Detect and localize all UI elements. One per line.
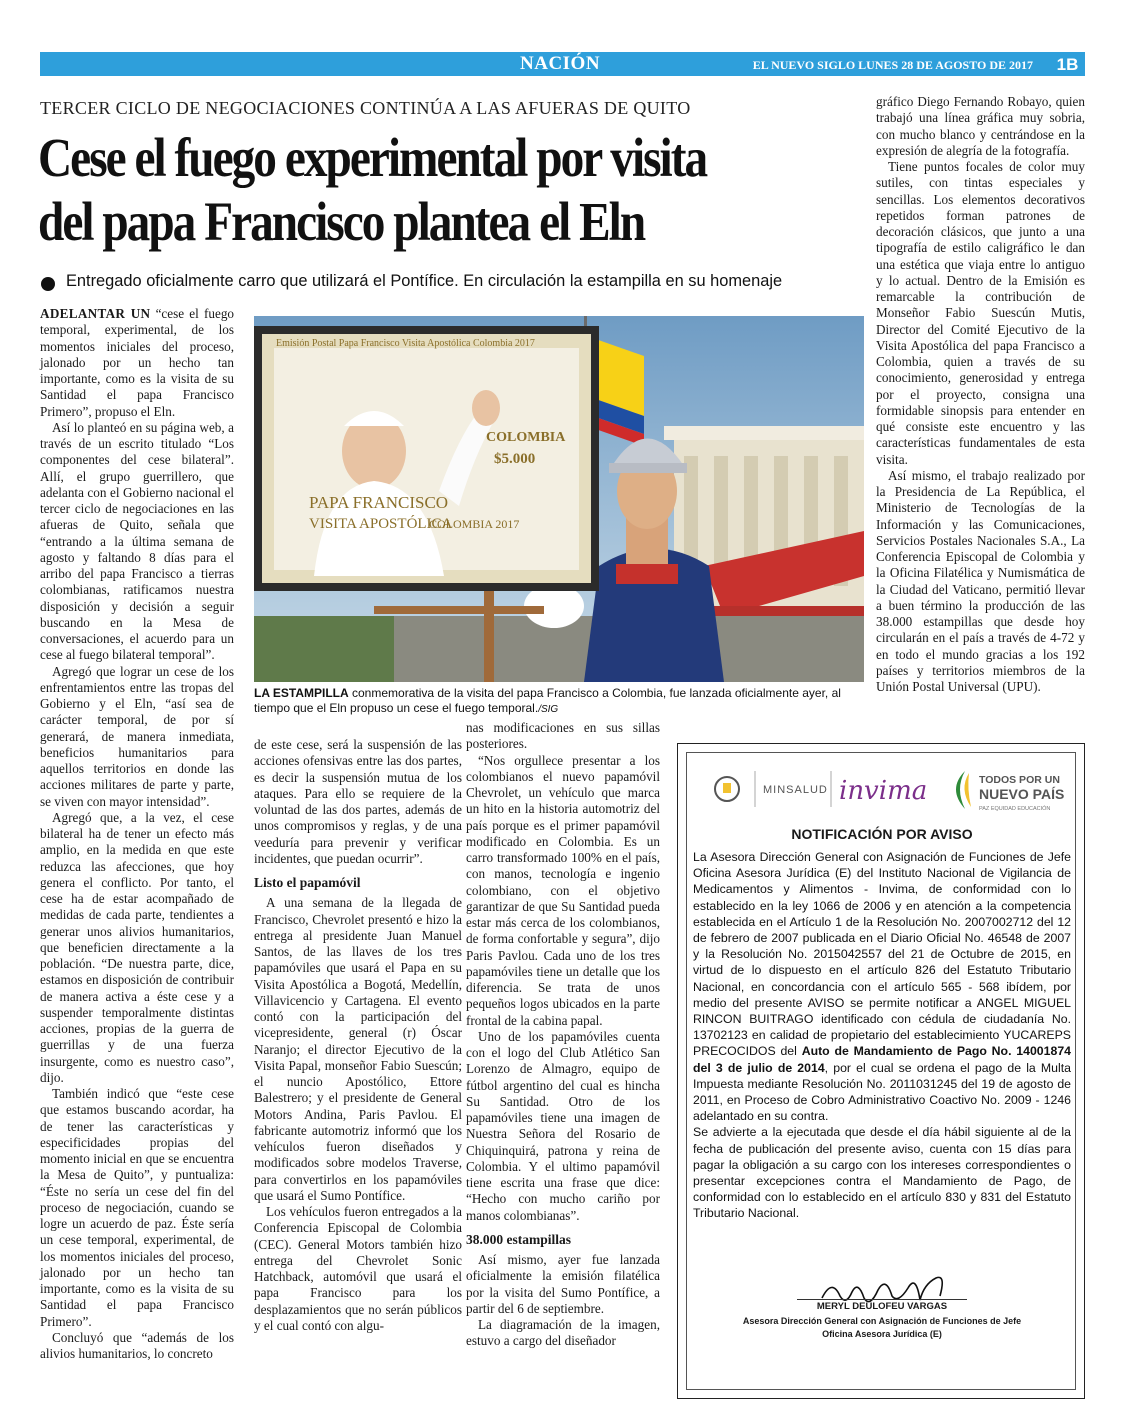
paragraph: Agregó que, a la vez, el cese bilateral ha de tener un efecto más amplio, en la medida en que este reduzca las afecciones, que hoy genera el conflicto. Por tanto, el cese ha de estar acompañado de medidas de cada parte, tendientes a generar unos alivios humanitarios, que beneficien directamente a la población. “De nuestra parte, dice, estamos en disposición de contribuir de manera activa a éste cese y a suspender temporalmente distintas acciones, propias de la guerra de guerrillas y de una fuerza insurgente, como es nuestro caso”, dijo. bbox=[40, 809, 234, 1085]
logo-todos-line-2: NUEVO PAÍS bbox=[979, 786, 1065, 802]
paragraph: gráfico Diego Fernando Robayo, quien trabajó una línea gráfica muy sobria, con mucho blanco y centrándose en la expresión de alegría de la fotografía. bbox=[876, 94, 1085, 158]
stamp-value: $5.000 bbox=[494, 451, 536, 467]
photo-caption: LA ESTAMPILLA conmemorativa de la visita del papa Francisco a Colombia, fue lanzada oficialmente ayer, al tiempo que el Eln propuso un cese el fuego temporal./SIG bbox=[254, 686, 841, 715]
section-name: NACIÓN bbox=[520, 53, 601, 74]
notice-logos bbox=[697, 761, 1067, 819]
logo-todos-line-1: TODOS POR UN bbox=[979, 774, 1060, 786]
subhead: 38.000 estampillas bbox=[466, 1231, 572, 1247]
logo-todos-line-3: PAZ EQUIDAD EDUCACIÓN bbox=[979, 806, 1051, 812]
paragraph: ADELANTAR UN “cese el fuego temporal, experimental, de los momentos iniciales del proceso, jalonado por un hecho tan importante, como es la visita de su Santidad el papa Francisco Primero”, propuso el Eln. bbox=[40, 306, 235, 419]
stamp-line-2: VISITA APOSTÓLICA bbox=[309, 516, 453, 532]
paragraph: Así lo planteó en su página web, a través de un escrito titulado “Los componentes del cese bilateral”. Allí, el grupo guerrillero, que adelanta con el Gobierno nacional el tercer ciclo de negociaciones en las afueras de Quito, señala que “entrando a la última semana de agosto y faltando 8 días para el arribo del papa Francisco a tierras colombianas, ratificamos nuestra disposición y decisión a seguir buscando en la Mesa de conversaciones, el acuerdo para un cese al fuego bilateral temporal”. bbox=[40, 419, 234, 663]
stamp-header: Emisión Postal Papa Francisco Visita Apostólica Colombia 2017 bbox=[276, 338, 535, 349]
paragraph: Así mismo, el trabajo realizado por la Presidencia de La República, el Ministerio de Tecnologías de la Información y las Comunicaciones, Servicios Postales Nacionales S.A., La Conferencia Episcopal de Colombia y la Oficina Filatélica y Numismática de la Ciudad del Vaticano, permitió llevar a buen término la producción de las 38.000 estampillas que desde hoy circularán en el país a través de 4-72 y en todo el mundo gracias a los 192 países y territorios miembros de la Unión Postal Universal (UPU). bbox=[876, 467, 1085, 694]
stamp-country: COLOMBIA bbox=[486, 430, 566, 445]
notice-paragraph: Se advierte a la ejecutada que desde el día hábil siguiente al de la fecha de publicación del presente aviso, cuenta con 15 días para pagar la obligación a su cargo con los intereses correspondientes o presentar excepciones contra el Mandamiento de Pago, de conformidad con lo establecido en el artículo 830 y 831 del Estatuto Tributario Nacional. bbox=[693, 1125, 1071, 1221]
notice-body bbox=[693, 849, 1071, 1222]
paragraph: de este cese, será la suspensión de las acciones ofensivas entre las dos partes, es decir la suspensión mutua de los ataques. Para ello se requiere de la voluntad de las dos partes, además de unos compromisos y reglas, y de una veeduría para prevenir y verificar incidentes, que puedan ocurrir”. bbox=[254, 737, 462, 866]
paragraph: También indicó que “este cese que estamos buscando acordar, ha de tener las características y especificidades propias del momento inicial en que se encuentra la Mesa de Quito”, y puntualiza: “Éste no sería un cese del fin del proceso de negociación, cuando se logre un acuerdo de paz. Éste sería un cese temporal, experimental, de los momentos iniciales del proceso, jalonado por un hecho tan importante, como es la visita de su Santidad el papa Francisco Primero”. bbox=[40, 1086, 234, 1329]
stamp-line-1: PAPA FRANCISCO bbox=[309, 493, 449, 512]
logo-invima: invima bbox=[839, 776, 928, 806]
bullet-icon bbox=[41, 277, 55, 291]
photo-illustration bbox=[254, 316, 864, 682]
kicker: TERCER CICLO DE NEGOCIACIONES CONTINÚA A LAS AFUERAS DE QUITO bbox=[40, 98, 691, 118]
stamp-photo bbox=[254, 316, 864, 682]
legal-notice-inner bbox=[686, 752, 1076, 1390]
signer-title: Asesora Dirección General con Asignación de Funciones de Jefe Oficina Asesora Jurídica (E) bbox=[742, 1316, 1022, 1339]
photo-credit: /SIG bbox=[538, 704, 559, 715]
paragraph: Agregó que lograr un cese de los enfrentamientos entre las tropas del Gobierno y el Eln, “así sea de carácter temporal, de por sí generará, de manera inmediata, beneficios humanitarios para aquellos territorios en donde las acciones militares de parte y parte, se viven con mayor intensidad”. bbox=[40, 663, 234, 809]
deck: Entregado oficialmente carro que utilizará el Pontífice. En circulación la estampilla en su homenaje bbox=[66, 272, 783, 290]
stamp-year: COLOMBIA 2017 bbox=[429, 517, 520, 531]
signer-name: MERYL DEULOFEU VARGAS bbox=[816, 1301, 948, 1312]
todos-logo-icon bbox=[956, 771, 965, 809]
paragraph: A una semana de la llegada de Francisco, Chevrolet presentó e hizo la entrega al presidente Juan Manuel Santos, de las llaves de los tres papamóviles que usará el Papa en su Visita Apostólica a Bogotá, Medellín, Villavicencio y Cartagena. El evento contó con la participación del vicepresidente, general (r) Óscar Naranjo; el director Ejecutivo de la Visita Papal, monseñor Fabio Suescún; el nuncio Apostólico, Ettore Balestrero; y el presidente de General Motors Andina, Paris Pavlou. El fabricante automotriz informó que los vehículos fueron diseñados y modificados sobre modelos Traverse, para convertirlos en los papamóviles que usará el Sumo Pontífice. bbox=[254, 895, 462, 1203]
caption-lead: LA ESTAMPILLA bbox=[254, 686, 349, 700]
notice-title: NOTIFICACIÓN POR AVISO bbox=[791, 826, 973, 842]
headline-line-1: Cese el fuego experimental por visita bbox=[38, 127, 707, 188]
paragraph: nas modificaciones en sus sillas posteriores. bbox=[466, 720, 660, 752]
paragraph: Uno de los papamóviles cuenta con el logo del Club Atlético San Lorenzo de Almagro, equipo de fútbol argentino del cual es hincha Su Santidad. Otro de los papamóviles tiene una imagen de Nuestra Señora del Rosario de Chiquinquirá, patrona y reina de Colombia. Y el ultimo papamóvil tiene escrita una frase que dice: “Hecho con mucho cariño por manos colombianas”. bbox=[466, 1028, 660, 1223]
page-number: 1B bbox=[1056, 55, 1079, 74]
lead-caps: ADELANTAR UN bbox=[40, 306, 151, 321]
article-column-3 bbox=[466, 720, 660, 1350]
article-column-1 bbox=[40, 306, 234, 1362]
issue-date: EL NUEVO SIGLO LUNES 28 DE AGOSTO DE 2017 bbox=[752, 58, 1033, 72]
headline-line-2: del papa Francisco plantea el Eln bbox=[38, 191, 645, 252]
article-column-4 bbox=[876, 94, 1085, 695]
article-column-2 bbox=[254, 737, 462, 1334]
paragraph: La diagramación de la imagen, estuvo a cargo del diseñador bbox=[466, 1317, 660, 1349]
paragraph: Tiene puntos focales de color muy sutiles, con tintas especiales y sencillas. Los elementos decorativos repetidos forman patrones de decoración clásicos, que junto a una tipografía de estilo caligráfico le dan una estética que viaja entre lo antiguo y lo actual. Dentro de la Emisión es remarcable la contribución de Monseñor Fabio Suescún Mutis, Director del Comité Ejecutivo de la Visita Apostólica del papa Francisco a Colombia, quien a través de su conocimiento, generosidad y entrega por el proyecto, consigna una formidable sinopsis para entender en qué consiste este encuentro y las características fundamentales de esta visita. bbox=[876, 159, 1085, 467]
paragraph: Los vehículos fueron entregados a la Conferencia Episcopal de Colombia (CEC). General Motors también hizo entrega del Chevrolet Sonic Hatchback, automóvil que usará el papa Francisco para los desplazamientos que no serán públicos y el cual contó con algu- bbox=[254, 1204, 462, 1333]
paragraph: “Nos orgullece presentar a los colombianos el nuevo papamóvil Chevrolet, un vehículo que marca un hito en la historia automotriz del país porque es el primer papamóvil modificado en Colombia. Es un carro transformado 100% en el país, con manos, tecnología e ingenio colombiano, con el objetivo garantizar de que Su Santidad pueda estar más cerca de los colombianos, de forma confortable y segura”, dijo Paris Pavlou. Cada uno de los tres papamóviles tiene un detalle que los diferencia. Se trata de unos pequeños logos ubicados en la parte frontal de la cabina papal. bbox=[466, 752, 660, 1028]
signature-line bbox=[797, 1299, 967, 1300]
legal-notice-box bbox=[677, 743, 1085, 1399]
headline bbox=[38, 126, 760, 254]
logo-minsalud: MINSALUD bbox=[763, 784, 828, 796]
notice-paragraph: La Asesora Dirección General con Asignación de Funciones de Jefe Oficina Asesora Jurídica (E) del Instituto Nacional de Vigilancia de Medicamentos y Alimentos - Invima, de conformidad con lo establecido en la ley 1066 de 2006 y en atención a la competencia establecida en el Artículo 1 de la Resolución No. 2007002712 del 12 de febrero de 2007 publicada en el Diario Oficial No. 46548 de 2007 y la Resolución No. 2015042557 del 21 de Octubre de 2015, en virtud de lo dispuesto en el artículo 826 del Estatuto Tributario Nacional, en concordancia con el artículo 565 - 568 ibídem, por medio del presente AVISO se permite notificar a ANGEL MIGUEL RINCON BUITRAGO identificado con cédula de ciudadanía No. 13702123 en calidad de propietario del establecimiento YUCAREPS PRECOCIDOS del Auto de Mandamiento de Pago No. 14001874 del 3 de julio de 2014, por el cual se ordena el pago de la Multa Impuesta mediante Resolución No. 2011031245 del 19 de agosto de 2011, en Proceso de Cobro Administrativo Coactivo No. 2009 - 1246 adelantado en su contra. bbox=[693, 850, 1071, 1124]
paragraph: Concluyó que “además de los alivios humanitarios, lo concreto bbox=[40, 1329, 234, 1361]
subhead: Listo el papamóvil bbox=[254, 875, 361, 890]
paragraph: Así mismo, ayer fue lanzada oficialmente la emisión filatélica por la visita del Sumo Pontífice, a partir del 6 de septiembre. bbox=[466, 1252, 660, 1316]
